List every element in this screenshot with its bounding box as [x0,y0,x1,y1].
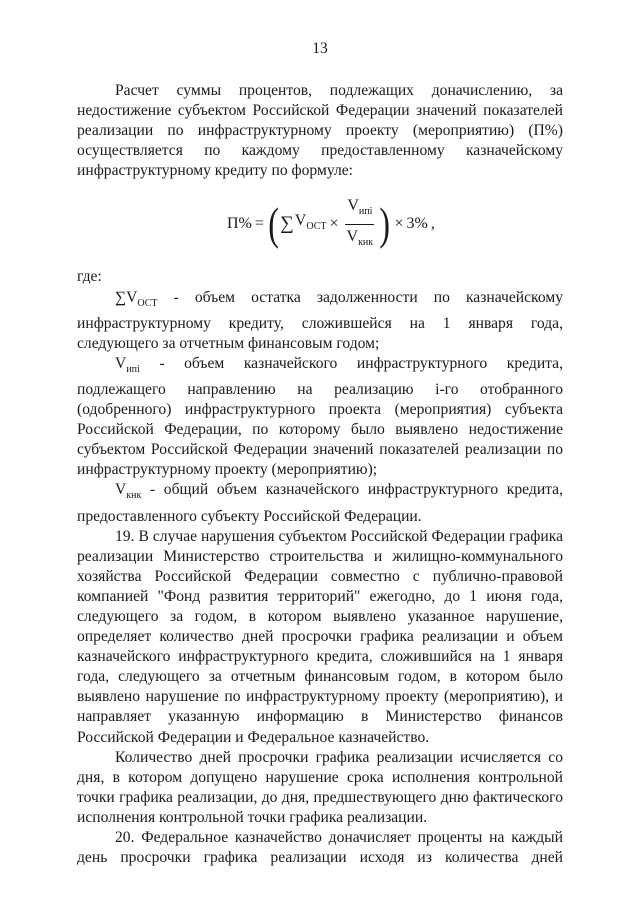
formula-close-paren: ) [379,198,391,250]
document-body [77,81,563,868]
definition-v-ost [77,288,563,354]
fraction-numerator: $V_{ипi}$ [345,196,374,225]
def-symbol-sub: ипi [126,363,140,375]
formula-sigma: ∑ [280,213,294,235]
def-symbol: V [115,481,127,499]
formula-rate: 3% [406,215,428,233]
def-text: - общий объем казначейского инфраструктурного кредита, предоставленного субъекту Российской Федерации. [77,481,563,525]
def-symbol: ∑V [115,288,138,306]
definition-v-knk [77,480,563,526]
paragraph-20: 20. Федеральное казначейство доначисляет проценты на каждый день просрочки графика реализации исходя из количества дней [77,829,563,867]
paragraph-delay-days: Количество дней просрочки графика реализации исчисляется со дня, в котором допущено нарушение срока исполнения контрольной точки графика реализации, до дня, предшествующего дню фактического исполнения контрольной точки графика реализации. [77,748,563,826]
where-label: где: [77,268,102,286]
page-number: 13 [312,40,328,57]
def-text: - объем остатка задолженности по казначейскому инфраструктурному кредиту, сложившейся на 1 января года, следующего за отчетным финансовым годом; [77,288,563,352]
def-text: - объем казначейского инфраструктурного кредита, подлежащего направлению на реализацию i-го отобранного (одобренного) инфраструктурного проекта (мероприятия) субъекта Российской Федерации, по которому было выявлено недостижение субъектом Российской Федерации значений показателей реализации по инфраструктурному проекту (мероприятию); [77,354,563,479]
formula-times-1: × [329,215,339,233]
def-symbol-sub: ОСТ [137,297,158,309]
def-symbol-sub: кнк [126,490,142,502]
formula-v-ost: $V_{ОСТ}$ [294,212,327,233]
paragraph-19: 19. В случае нарушения субъектом Российской Федерации графика реализации Министерство строительства и жилищно-коммунального хозяйства Российской Федерации совместно с публично-правовой компанией "Фонд развития территорий" ежегодно, до 1 июня года, следующего за годом, в котором выявлено указанное нарушение, определяет количество дней просрочки графика реализации и объем казначейского инфраструктурного кредита, сложившийся на 1 января года, следующего за отчетным финансовым годом, в котором было выявлено нарушение по инфраструктурному проекту (мероприятию), и направляет указанную информацию в Министерство финансов Российской Федерации и Федеральное казначейство. [77,527,563,746]
intro-paragraph: Расчет суммы процентов, подлежащих доначислению, за недостижение субъектом Российской Федерации значений показателей реализации по инфраструктурному проекту (мероприятию) (П%) осуществляется по каждому предоставленному казначейскому инфраструктурному кредиту по формуле: [77,82,563,180]
formula-open-paren: ( [268,198,279,250]
formula-lhs: П% [227,215,252,233]
interest-formula [227,193,435,255]
fraction-denominator: $V_{кнк}$ [346,227,374,248]
formula-times-2: × [394,215,404,233]
formula-fraction [345,196,376,253]
formula-equals: = [254,215,264,233]
formula-block [77,181,563,267]
definition-v-ipi [77,354,563,481]
formula-trailing-comma: , [430,215,435,233]
def-symbol: V [115,354,127,372]
